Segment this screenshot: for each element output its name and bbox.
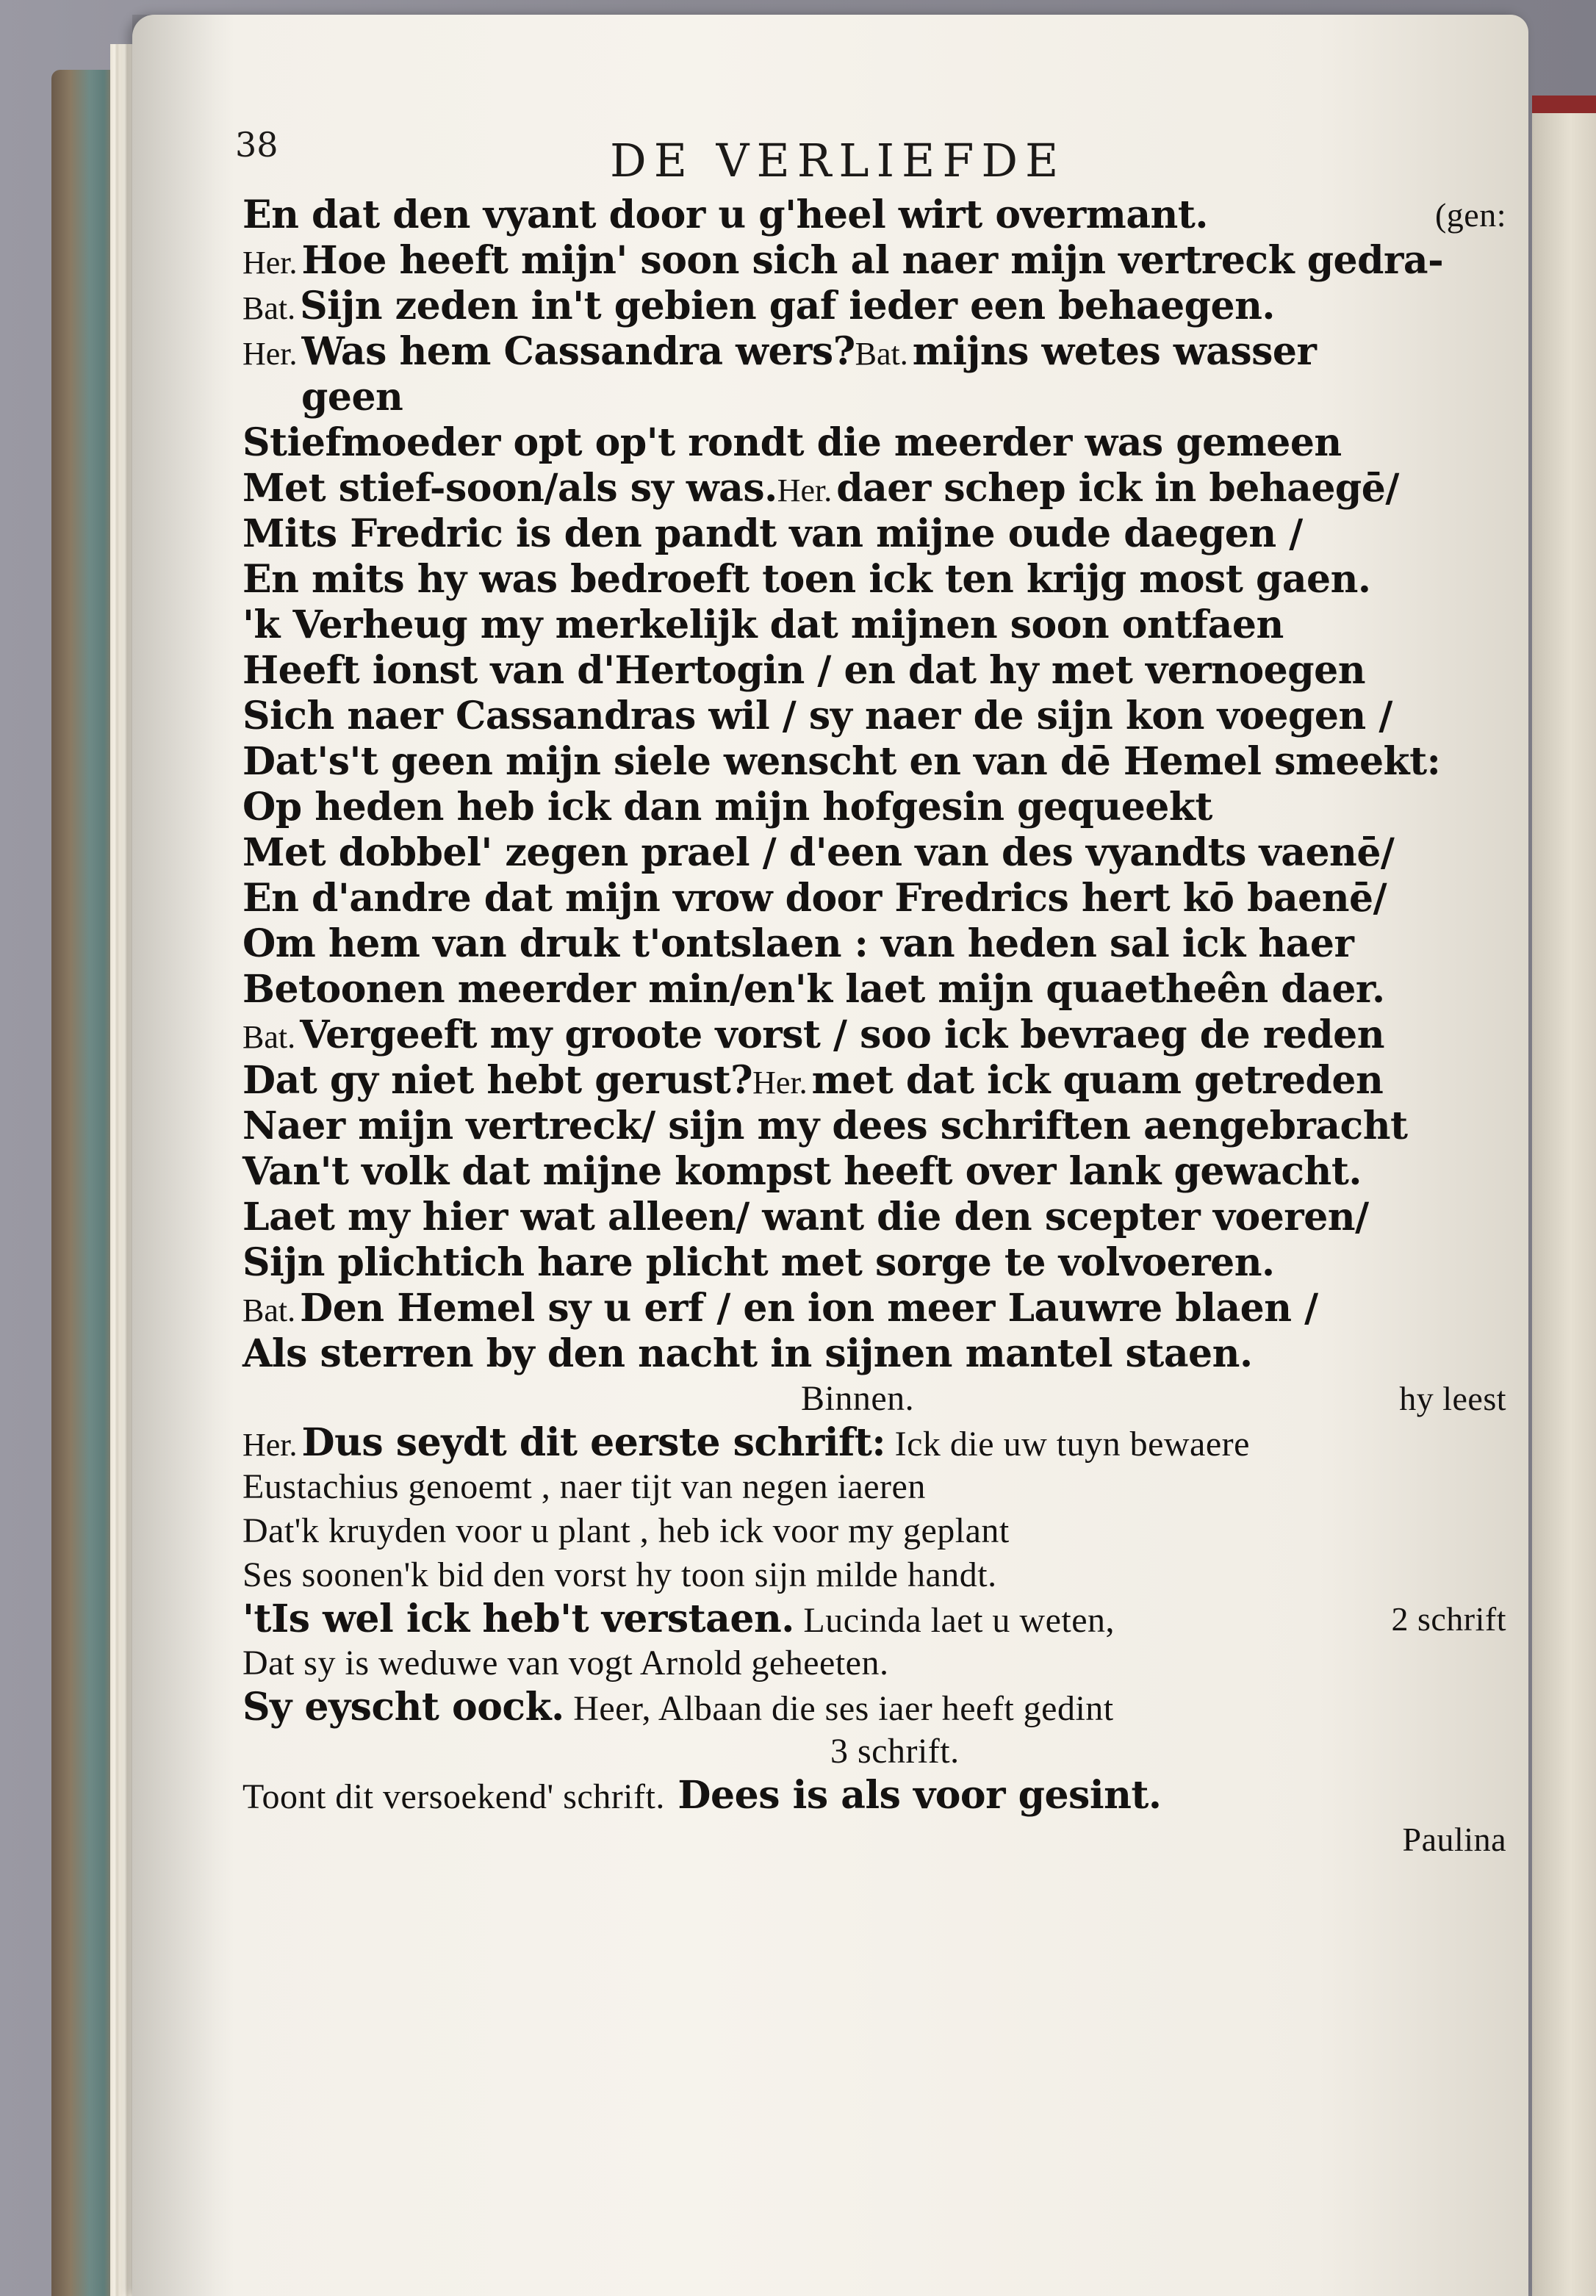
line-text: 3 schrift.: [830, 1732, 960, 1771]
text-line: [242, 602, 1506, 648]
line-text: mijns wetes wasser: [912, 329, 1317, 374]
line-text: En d'andre dat mijn vrow door Fredrics hert kō baenē/: [242, 876, 1387, 921]
line-text: Was hem Cassandra wers?: [301, 329, 855, 374]
line-text: Toont dit versoekend' schrift.: [242, 1777, 665, 1816]
text-line: [242, 420, 1506, 466]
text-line: [242, 1818, 1506, 1862]
text-line: [242, 1421, 1506, 1465]
line-text: Stiefmoeder opt op't rondt die meerder was gemeen: [242, 420, 1342, 465]
line-text: Mits Fredric is den pandt van mijne oude daegen /: [242, 511, 1303, 556]
line-text: Sy eyscht oock.: [242, 1685, 564, 1730]
speaker-label: Bat.: [855, 336, 908, 372]
line-text: Sich naer Cassandras wil / sy naer de sijn kon voegen /: [242, 694, 1392, 738]
speaker-label: Bat.: [242, 290, 296, 326]
text-line: [242, 238, 1506, 284]
text-line: [242, 876, 1506, 921]
text-line: [242, 648, 1506, 694]
text-line: [242, 192, 1506, 238]
speaker-label: Her.: [242, 245, 298, 281]
page-header: [235, 125, 1484, 198]
line-text: 'tIs wel ick heb't verstaen.: [242, 1597, 794, 1641]
line-text: geen: [301, 375, 403, 420]
line-text: Hoe heeft mijn' soon sich al naer mijn vertreck gedra-: [301, 238, 1444, 283]
text-line: [242, 739, 1506, 785]
line-text: En mits hy was bedroeft toen ick ten krijg most gaen.: [242, 557, 1371, 602]
text-line: [242, 1012, 1506, 1058]
speaker-label: Bat.: [242, 1019, 296, 1055]
line-text: En dat den vyant door u g'heel wirt overmant.: [242, 192, 1208, 237]
text-line: [242, 785, 1506, 830]
speaker-label: Her.: [242, 336, 298, 372]
line-text: Als sterren by den nacht in sijnen mantel staen.: [242, 1331, 1253, 1376]
text-line: [242, 1509, 1506, 1553]
text-line: [242, 1465, 1506, 1509]
speaker-label: Her.: [777, 472, 833, 508]
text-line: [242, 1240, 1506, 1286]
line-text: Dat'k kruyden voor u plant , heb ick voor my geplant: [242, 1511, 1010, 1550]
line-text: Naer mijn vertreck/ sijn my dees schriften aengebracht: [242, 1104, 1408, 1148]
line-text: Betoonen meerder min/en'k laet mijn quaetheên daer.: [242, 967, 1385, 1012]
text-line: [242, 1286, 1506, 1331]
line-text: Om hem van druk t'ontslaen : van heden sal ick haer: [242, 921, 1354, 966]
verse-text: [242, 192, 1506, 1862]
margin-note: hy leest: [1399, 1380, 1506, 1417]
line-text: 'k Verheug my merkelijk dat mijnen soon ontfaen: [242, 602, 1284, 647]
text-line: [242, 557, 1506, 602]
text-line: [242, 1331, 1506, 1377]
line-text: Op heden heb ick dan mijn hofgesin gequeekt: [242, 785, 1212, 829]
page-number: 38: [235, 125, 278, 165]
gutter-shadow: [132, 15, 235, 2296]
text-line: [242, 375, 1506, 420]
line-text: met dat ick quam getreden: [811, 1058, 1384, 1103]
line-text: Eustachius genoemt , naer tijt van negen iaeren: [242, 1467, 926, 1506]
line-text: Heeft ionst van d'Hertogin / en dat hy met vernoegen: [242, 648, 1366, 693]
line-text: Heer, Albaan die ses iaer heeft gedint: [564, 1689, 1114, 1728]
text-line: [242, 1685, 1506, 1730]
text-line: [242, 284, 1506, 329]
line-text: Dat sy is weduwe van vogt Arnold geheeten.: [242, 1644, 889, 1683]
text-line: [242, 1104, 1506, 1149]
text-line: [242, 1149, 1506, 1195]
text-line: [242, 329, 1506, 375]
text-line: [242, 1774, 1506, 1818]
text-line: [242, 1377, 1506, 1421]
margin-note: Paulina: [1402, 1821, 1506, 1858]
line-text: Sijn plichtich hare plicht met sorge te volvoeren.: [242, 1240, 1275, 1285]
line-text: Ses soonen'k bid den vorst hy toon sijn milde handt.: [242, 1555, 997, 1594]
margin-note: (gen:: [1434, 196, 1506, 234]
line-text: Den Hemel sy u erf / en ion meer Lauwre blaen /: [300, 1286, 1318, 1331]
line-text: Binnen.: [801, 1379, 915, 1418]
margin-note: 2 schrift: [1391, 1600, 1506, 1638]
text-line: [242, 830, 1506, 876]
line-text: Dus seydt dit eerste schrift:: [301, 1420, 886, 1465]
line-text: Vergeeft my groote vorst / soo ick bevraeg de reden: [300, 1012, 1385, 1057]
running-title: DE VERLIEFDE: [610, 134, 1066, 187]
text-line: [242, 1195, 1506, 1240]
line-text: Sijn zeden in't gebien gaf ieder een behaegen.: [300, 284, 1276, 328]
line-text: Van't volk dat mijne kompst heeft over lank gewacht.: [242, 1149, 1362, 1194]
book-cover-edge: [1532, 96, 1596, 113]
line-text: Dat's't geen mijn siele wenscht en van dē Hemel smeekt:: [242, 739, 1441, 784]
line-text: Lucinda laet u weten,: [794, 1601, 1115, 1640]
line-text: Dat gy niet hebt gerust?: [242, 1058, 753, 1103]
text-line: [242, 511, 1506, 557]
text-line: [242, 967, 1506, 1012]
text-line: [242, 1641, 1506, 1685]
text-line: [242, 466, 1506, 511]
line-text: Met dobbel' zegen prael / d'een van des vyandts vaenē/: [242, 830, 1395, 875]
line-text: daer schep ick in behaegē/: [836, 466, 1399, 511]
speaker-label: Her.: [242, 1427, 298, 1463]
facing-page-edge: [1532, 110, 1596, 2296]
line-text: Laet my hier wat alleen/ want die den scepter voeren/: [242, 1195, 1369, 1239]
text-line: [242, 921, 1506, 967]
text-line: [242, 1553, 1506, 1597]
speaker-label: Her.: [752, 1065, 808, 1101]
text-line: [242, 1597, 1506, 1641]
line-text: Dees is als voor gesint.: [664, 1773, 1162, 1818]
speaker-label: Bat.: [242, 1292, 296, 1328]
text-line: [242, 1058, 1506, 1104]
text-line: [242, 1730, 1506, 1774]
text-line: [242, 694, 1506, 739]
line-text: Ick die uw tuyn bewaere: [885, 1425, 1250, 1464]
line-text: Met stief-soon/als sy was.: [242, 466, 777, 511]
